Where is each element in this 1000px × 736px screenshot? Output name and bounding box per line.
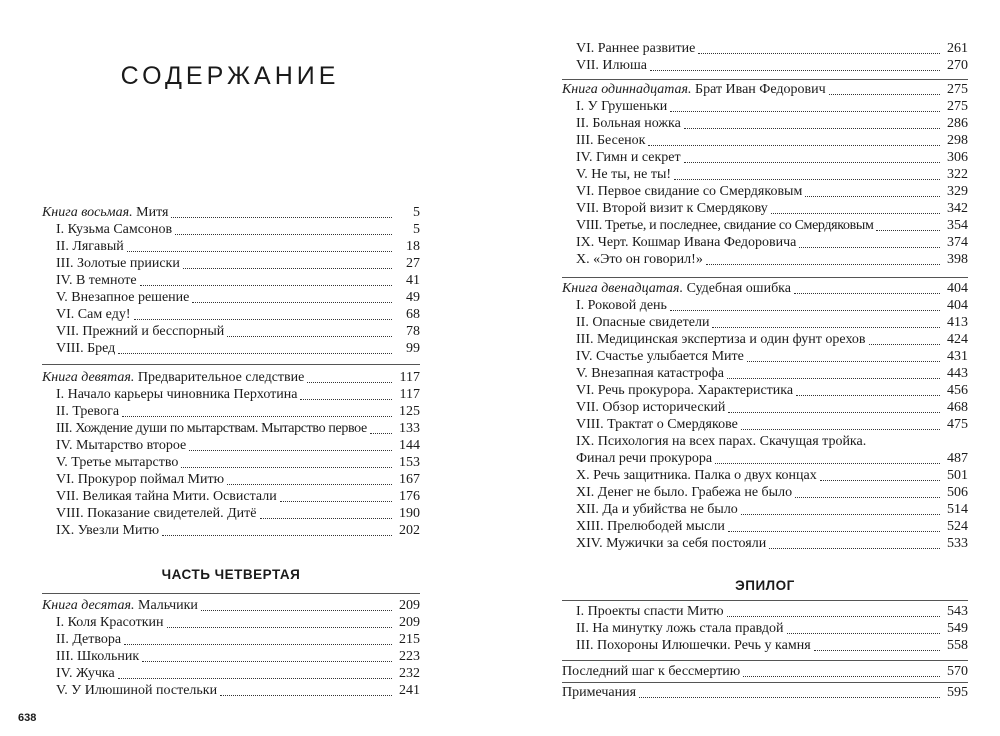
toc-chapter-row[interactable]: IX. Черт. Кошмар Ивана Федоровича 374 <box>562 234 968 251</box>
toc-chapter-row[interactable]: VII. Илюша 270 <box>562 57 968 74</box>
toc-chapter-row[interactable]: XI. Денег не было. Грабежа не было 506 <box>562 484 968 501</box>
toc-chapter-row[interactable]: II. Тревога 125 <box>42 403 420 420</box>
toc-chapter-row[interactable]: III. Школьник 223 <box>42 648 420 665</box>
part-heading: ЧАСТЬ ЧЕТВЕРТАЯ <box>161 567 301 582</box>
section-divider <box>562 660 968 661</box>
toc-chapter-row[interactable]: III. Бесенок 298 <box>562 132 968 149</box>
toc-chapter-row[interactable]: V. Внезапное решение 49 <box>42 289 420 306</box>
toc-chapter-row[interactable]: II. Лягавый 18 <box>42 238 420 255</box>
toc-chapter-row[interactable]: II. На минутку ложь стала правдой 549 <box>562 620 968 637</box>
toc-notes-row[interactable]: Примечания 595 <box>562 685 968 700</box>
toc-chapter-row[interactable]: VI. Первое свидание со Смердяковым 329 <box>562 183 968 200</box>
toc-chapter-row[interactable]: VII. Прежний и бесспорный 78 <box>42 323 420 340</box>
toc-chapter-row[interactable]: III. Хождение души по мытарствам. Мытарство первое 133 <box>42 420 420 437</box>
toc-chapter-row[interactable]: X. Речь защитника. Палка о двух концах 501 <box>562 467 968 484</box>
toc-book-heading[interactable]: Книга двенадцатая. Судебная ошибка 404 <box>562 281 968 296</box>
toc-chapter-row[interactable]: II. Детвора 215 <box>42 631 420 648</box>
toc-chapter-row[interactable]: XII. Да и убийства не было 514 <box>562 501 968 518</box>
toc-chapter-row[interactable]: VI. Сам еду! 68 <box>42 306 420 323</box>
toc-chapter-row[interactable]: V. У Илюшиной постельки 241 <box>42 682 420 699</box>
section-divider <box>42 593 420 594</box>
epilogue-heading: ЭПИЛОГ <box>735 578 795 593</box>
toc-book-heading[interactable]: Книга девятая. Предварительное следствие 117 <box>42 370 420 385</box>
toc-chapter-row[interactable]: VI. Раннее развитие 261 <box>562 40 968 57</box>
leader-dots <box>171 205 392 218</box>
toc-chapter-row[interactable]: III. Золотые прииски 27 <box>42 255 420 272</box>
toc-chapter-row[interactable]: IV. Мытарство второе 144 <box>42 437 420 454</box>
toc-chapter-row[interactable]: I. У Грушеньки 275 <box>562 98 968 115</box>
toc-afterword-row[interactable]: Последний шаг к бессмертию 570 <box>562 664 968 679</box>
toc-chapter-row[interactable]: VIII. Третье, и последнее, свидание со Смердяковым 354 <box>562 217 968 234</box>
toc-chapter-row[interactable]: IV. Жучка 232 <box>42 665 420 682</box>
page-title: СОДЕРЖАНИЕ <box>120 62 340 90</box>
toc-chapter-row[interactable]: VIII. Показание свидетелей. Дитё 190 <box>42 505 420 522</box>
toc-chapter-row[interactable]: X. «Это он говорил!» 398 <box>562 251 968 268</box>
toc-chapter-row[interactable]: IV. Счастье улыбается Мите 431 <box>562 348 968 365</box>
toc-chapter-row-line1[interactable]: IX. Психология на всех парах. Скачущая тройка. <box>576 434 867 449</box>
toc-book-heading[interactable]: Книга восьмая. Митя 5 <box>42 205 420 220</box>
toc-chapter-row[interactable]: IX. Увезли Митю 202 <box>42 522 420 539</box>
toc-chapter-row[interactable]: Финал речи прокурора 487 <box>562 450 968 467</box>
toc-chapter-row[interactable]: VI. Прокурор поймал Митю 167 <box>42 471 420 488</box>
toc-chapter-row[interactable]: I. Проекты спасти Митю 543 <box>562 603 968 620</box>
toc-chapter-row[interactable]: V. Третье мытарство 153 <box>42 454 420 471</box>
toc-chapter-row[interactable]: II. Больная ножка 286 <box>562 115 968 132</box>
toc-chapter-row[interactable]: I. Начало карьеры чиновника Перхотина 117 <box>42 386 420 403</box>
toc-book-heading[interactable]: Книга одиннадцатая. Брат Иван Федорович 275 <box>562 82 968 97</box>
toc-chapter-row[interactable]: V. Внезапная катастрофа 443 <box>562 365 968 382</box>
toc-chapter-row[interactable]: I. Кузьма Самсонов 5 <box>42 221 420 238</box>
section-divider <box>562 682 968 683</box>
toc-chapter-row[interactable]: XIV. Мужички за себя постояли 533 <box>562 535 968 552</box>
toc-chapter-row[interactable]: VIII. Бред 99 <box>42 340 420 357</box>
toc-chapter-row[interactable]: V. Не ты, не ты! 322 <box>562 166 968 183</box>
toc-chapter-row[interactable]: IV. Гимн и секрет 306 <box>562 149 968 166</box>
toc-chapter-row[interactable]: VII. Обзор исторический 468 <box>562 399 968 416</box>
toc-chapter-row[interactable]: XIII. Прелюбодей мысли 524 <box>562 518 968 535</box>
toc-chapter-row[interactable]: III. Похороны Илюшечки. Речь у камня 558 <box>562 637 968 654</box>
toc-chapter-row[interactable]: II. Опасные свидетели 413 <box>562 314 968 331</box>
toc-book-heading[interactable]: Книга десятая. Мальчики 209 <box>42 598 420 613</box>
toc-chapter-row[interactable]: VII. Второй визит к Смердякову 342 <box>562 200 968 217</box>
section-divider <box>562 600 968 601</box>
toc-chapter-row[interactable]: VIII. Трактат о Смердякове 475 <box>562 416 968 433</box>
section-divider <box>42 364 420 365</box>
section-divider <box>562 277 968 278</box>
page-number: 638 <box>18 712 37 724</box>
toc-chapter-row[interactable]: IV. В темноте 41 <box>42 272 420 289</box>
toc-chapter-row[interactable]: I. Роковой день 404 <box>562 297 968 314</box>
toc-chapter-row[interactable]: I. Коля Красоткин 209 <box>42 614 420 631</box>
toc-chapter-row[interactable]: VII. Великая тайна Мити. Освистали 176 <box>42 488 420 505</box>
toc-chapter-row[interactable]: III. Медицинская экспертиза и один фунт орехов 424 <box>562 331 968 348</box>
section-divider <box>562 79 968 80</box>
toc-chapter-row[interactable]: VI. Речь прокурора. Характеристика 456 <box>562 382 968 399</box>
